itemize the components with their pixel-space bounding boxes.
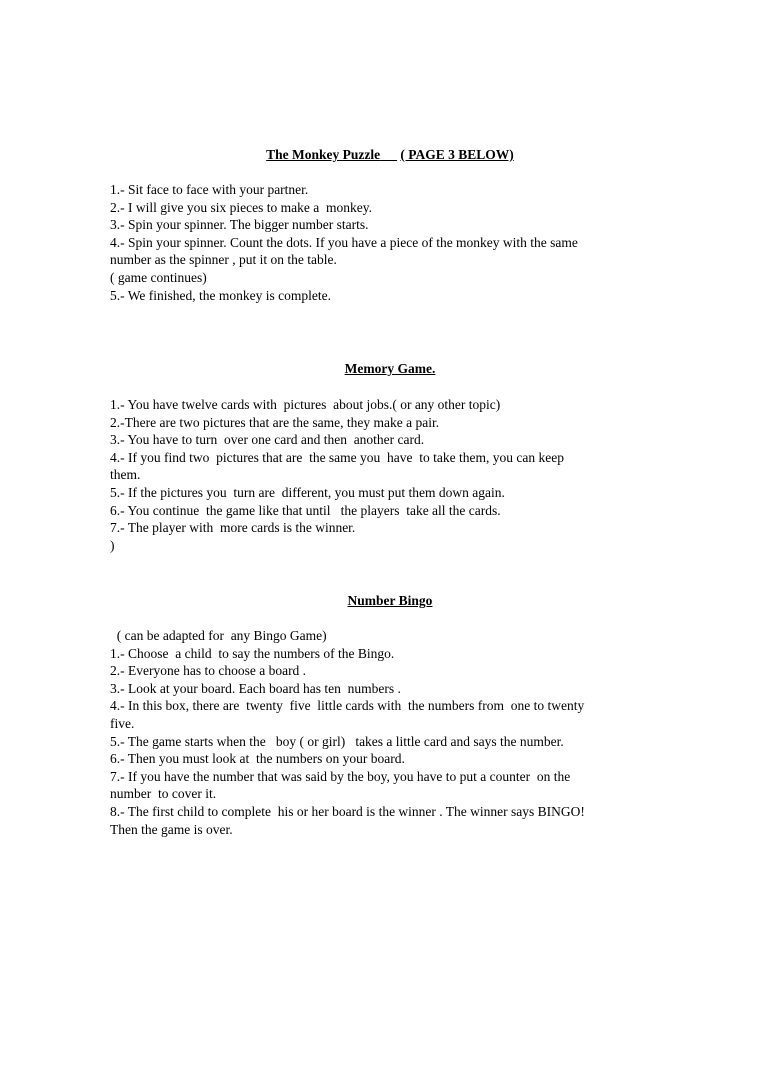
monkey-puzzle-instructions [110,181,670,304]
number-bingo-title-text: Number Bingo [347,593,433,608]
instruction-line: 4.- Spin your spinner. Count the dots. If you have a piece of the monkey with the same [110,234,578,250]
instruction-line: 8.- The first child to complete his or her board is the winner . The winner says BINGO! [110,803,585,819]
instruction-line: 3.- Look at your board. Each board has ten numbers . [110,680,401,696]
instruction-line: 2.-There are two pictures that are the same, they make a pair. [110,414,440,430]
instruction-line: 3.- You have to turn over one card and then another card. [110,432,425,448]
monkey-puzzle-title-suffix: ( PAGE 3 BELOW) [400,147,514,162]
memory-game-title-text: Memory Game. [344,361,436,376]
instruction-line: them. [110,467,141,483]
instruction-line: 2.- I will give you six pieces to make a monkey. [110,199,372,215]
instruction-line: 6.- Then you must look at the numbers on your board. [110,751,405,767]
instruction-line: ) [110,537,115,553]
instruction-line: 5.- We finished, the monkey is complete. [110,287,331,303]
instruction-line: five. [110,715,135,731]
monkey-puzzle-title [110,146,670,164]
memory-game-instructions [110,396,670,554]
instruction-line: 5.- The game starts when the boy ( or girl) takes a little card and says the number. [110,733,564,749]
number-bingo-instructions [110,627,670,838]
instruction-line: 4.- In this box, there are twenty five little cards with the numbers from one to twenty [110,698,585,714]
monkey-puzzle-title-text: The Monkey Puzzle [266,147,381,162]
instruction-line: 1.- Choose a child to say the numbers of the Bingo. [110,645,395,661]
instruction-line: number to cover it. [110,786,217,802]
instruction-line: 2.- Everyone has to choose a board . [110,663,307,679]
instruction-line: 4.- If you find two pictures that are the same you have to take them, you can keep [110,449,564,465]
instruction-line: 5.- If the pictures you turn are different, you must put them down again. [110,484,505,500]
instruction-line: 6.- You continue the game like that until the players take all the cards. [110,502,501,518]
memory-game-title [110,360,670,378]
instruction-line: 7.- If you have the number that was said by the boy, you have to put a counter on the [110,768,571,784]
instruction-line: Then the game is over. [110,821,233,837]
instruction-line: number as the spinner , put it on the table. [110,252,337,268]
monkey-puzzle-title-gap [380,147,397,162]
instruction-line: 1.- You have twelve cards with pictures about jobs.( or any other topic) [110,397,501,412]
instruction-line: 7.- The player with more cards is the winner. [110,520,356,536]
instruction-line: 1.- Sit face to face with your partner. [110,182,309,197]
instruction-line: ( can be adapted for any Bingo Game) [110,628,327,643]
instruction-line: ( game continues) [110,269,207,285]
instruction-line: 3.- Spin your spinner. The bigger number starts. [110,217,369,233]
number-bingo-title [110,592,670,610]
